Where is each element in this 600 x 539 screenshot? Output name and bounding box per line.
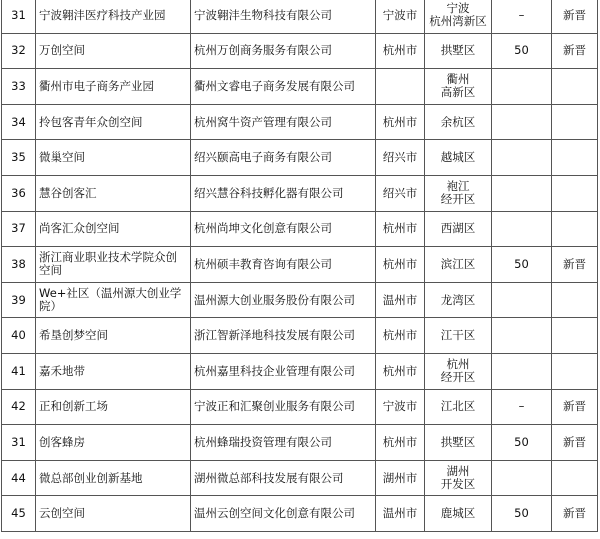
status-tag-cell [552,460,598,496]
district-line: 西湖区 [440,221,476,236]
operator-company-cell: 杭州嘉里科技企业管理有限公司 [191,353,376,389]
status-tag-cell: 新晋 [552,496,598,532]
funding-amount-cell [492,69,552,105]
city-cell: 杭州市 [376,425,425,461]
district-cell [425,0,492,33]
funding-amount-cell: 50 [492,247,552,283]
funding-amount-cell [492,282,552,318]
city-cell: 杭州市 [376,353,425,389]
district-cell [425,496,492,532]
operator-company-cell: 衢州文睿电子商务发展有限公司 [191,69,376,105]
city-cell: 温州市 [376,496,425,532]
funding-amount-cell [492,460,552,496]
district-cell [425,247,492,283]
district-line: 鹿城区 [440,506,476,521]
status-tag-cell [552,140,598,176]
table-row [2,140,598,176]
city-cell: 宁波市 [376,0,425,33]
row-number-cell: 42 [2,389,36,425]
operator-company-cell: 杭州蜂瑞投资管理有限公司 [191,425,376,461]
status-tag-cell: 新晋 [552,0,598,33]
status-tag-cell [552,211,598,247]
city-cell: 杭州市 [376,247,425,283]
operator-company-cell: 绍兴颐高电子商务有限公司 [191,140,376,176]
row-number-cell: 38 [2,247,36,283]
space-name-cell: 慧谷创客汇 [36,175,191,211]
table-row [2,425,598,461]
status-tag-cell [552,175,598,211]
funding-amount-cell [492,104,552,140]
district-line: 杭州湾新区 [429,14,487,29]
district-line: 江北区 [440,399,476,414]
table-row [2,247,598,283]
district-cell [425,425,492,461]
district-line: 拱墅区 [440,434,476,449]
space-name-cell: 拎包客青年众创空间 [36,104,191,140]
table-row [2,282,598,318]
operator-company-cell: 温州云创空间文化创意有限公司 [191,496,376,532]
district-line: 拱墅区 [440,43,476,58]
district-cell [425,389,492,425]
space-name-cell: 正和创新工场 [36,389,191,425]
district-cell [425,282,492,318]
operator-company-cell: 宁波正和汇聚创业服务有限公司 [191,389,376,425]
row-number-cell: 36 [2,175,36,211]
district-cell [425,353,492,389]
status-tag-cell [552,318,598,354]
row-number-cell: 32 [2,33,36,69]
operator-company-cell: 杭州万创商务服务有限公司 [191,33,376,69]
incubator-table [1,0,598,532]
district-line: 杭州 [446,357,470,372]
district-line: 龙湾区 [440,292,476,307]
district-line: 经开区 [440,192,476,207]
city-cell [376,69,425,105]
row-number-cell: 37 [2,211,36,247]
district-line: 衢州 [446,72,470,87]
funding-amount-cell [492,318,552,354]
district-line: 越城区 [440,150,476,165]
city-cell: 湖州市 [376,460,425,496]
district-cell [425,211,492,247]
space-name-cell: 微巢空间 [36,140,191,176]
table-row [2,0,598,33]
status-tag-cell: 新晋 [552,247,598,283]
operator-company-cell: 绍兴慧谷科技孵化器有限公司 [191,175,376,211]
district-line: 余杭区 [440,114,476,129]
funding-amount-cell [492,140,552,176]
operator-company-cell: 杭州窝牛资产管理有限公司 [191,104,376,140]
row-number-cell: 33 [2,69,36,105]
district-cell [425,33,492,69]
funding-amount-cell: – [492,389,552,425]
funding-amount-cell [492,211,552,247]
table-row [2,460,598,496]
row-number-cell: 31 [2,0,36,33]
table-row [2,496,598,532]
space-name-cell: 希垦创梦空间 [36,318,191,354]
row-number-cell: 35 [2,140,36,176]
status-tag-cell: 新晋 [552,33,598,69]
funding-amount-cell: 50 [492,496,552,532]
table-row [2,69,598,105]
row-number-cell: 31 [2,425,36,461]
district-line: 湖州 [446,464,470,479]
city-cell: 杭州市 [376,211,425,247]
operator-company-cell: 杭州尚坤文化创意有限公司 [191,211,376,247]
district-cell [425,140,492,176]
table-row [2,211,598,247]
city-cell: 绍兴市 [376,175,425,211]
funding-amount-cell [492,175,552,211]
space-name-cell: 嘉禾地带 [36,353,191,389]
row-number-cell: 45 [2,496,36,532]
operator-company-cell: 宁波翱沣生物科技有限公司 [191,0,376,33]
operator-company-cell: 浙江智新泽地科技发展有限公司 [191,318,376,354]
status-tag-cell: 新晋 [552,425,598,461]
space-name-cell: 宁波翱沣医疗科技产业园 [36,0,191,33]
city-cell: 绍兴市 [376,140,425,176]
district-cell [425,460,492,496]
funding-amount-cell [492,353,552,389]
district-cell [425,69,492,105]
space-name-cell: 浙江商业职业技术学院众创空间 [36,247,191,283]
district-line: 宁波 [446,1,470,16]
row-number-cell: 34 [2,104,36,140]
space-name-cell: 微总部创业创新基地 [36,460,191,496]
funding-amount-cell: 50 [492,425,552,461]
city-cell: 杭州市 [376,33,425,69]
district-line: 江干区 [440,328,476,343]
table-row [2,353,598,389]
table-row [2,104,598,140]
operator-company-cell: 温州源大创业服务股份有限公司 [191,282,376,318]
city-cell: 宁波市 [376,389,425,425]
status-tag-cell: 新晋 [552,389,598,425]
city-cell: 杭州市 [376,104,425,140]
district-cell [425,175,492,211]
district-line: 经开区 [440,370,476,385]
row-number-cell: 39 [2,282,36,318]
status-tag-cell [552,104,598,140]
space-name-cell: 衢州市电子商务产业园 [36,69,191,105]
table-row [2,175,598,211]
status-tag-cell [552,353,598,389]
status-tag-cell [552,282,598,318]
row-number-cell: 44 [2,460,36,496]
district-line: 滨江区 [440,256,476,271]
table-row [2,389,598,425]
row-number-cell: 41 [2,353,36,389]
space-name-cell: 万创空间 [36,33,191,69]
space-name-cell: 尚客汇众创空间 [36,211,191,247]
space-name-cell: We+社区（温州源大创业学院） [36,282,191,318]
district-cell [425,104,492,140]
district-line: 高新区 [440,85,476,100]
row-number-cell: 40 [2,318,36,354]
operator-company-cell: 杭州硕丰教育咨询有限公司 [191,247,376,283]
district-line: 袍江 [446,179,470,194]
district-cell [425,318,492,354]
space-name-cell: 创客蜂房 [36,425,191,461]
funding-amount-cell: 50 [492,33,552,69]
funding-amount-cell: – [492,0,552,33]
space-name-cell: 云创空间 [36,496,191,532]
city-cell: 杭州市 [376,318,425,354]
district-line: 开发区 [440,477,476,492]
operator-company-cell: 湖州微总部科技发展有限公司 [191,460,376,496]
table-body [2,0,598,531]
city-cell: 温州市 [376,282,425,318]
table-row [2,33,598,69]
status-tag-cell [552,69,598,105]
table-row [2,318,598,354]
